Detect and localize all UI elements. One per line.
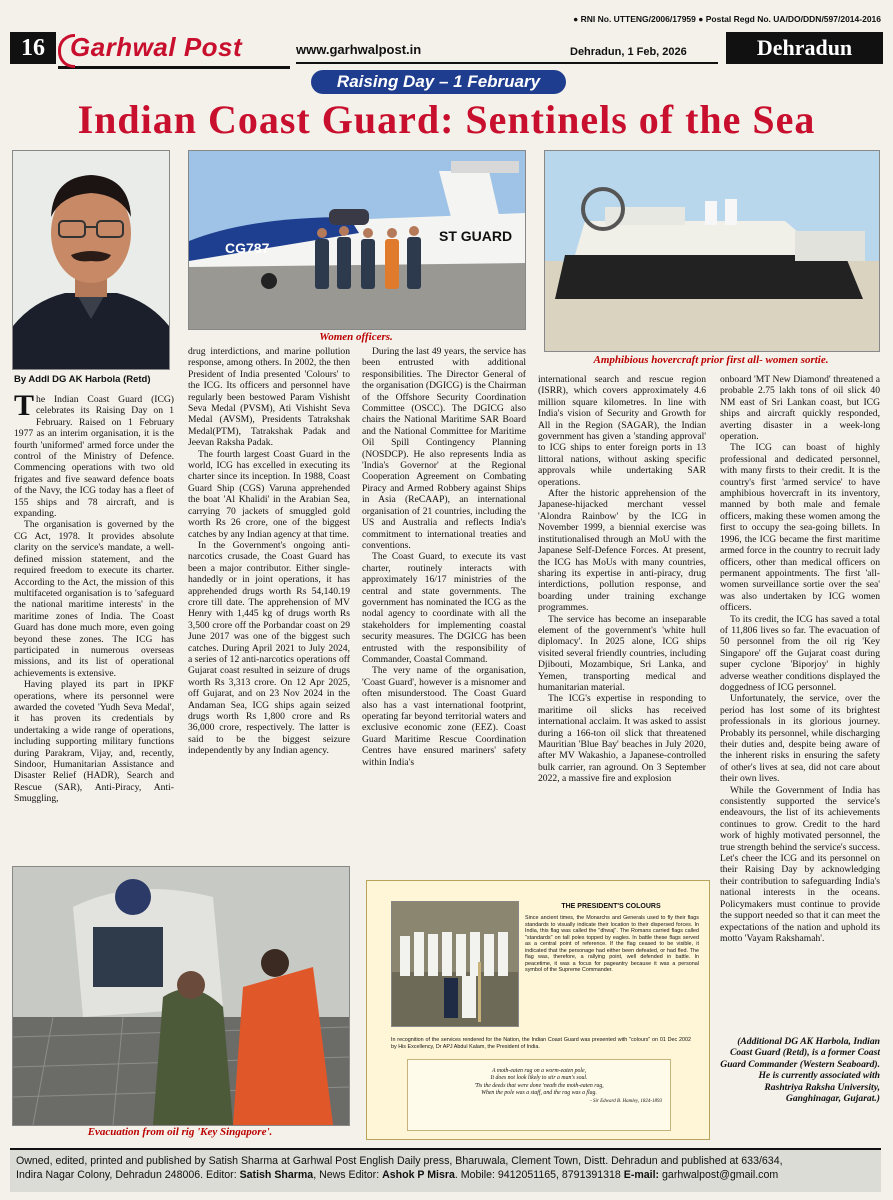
poem-attribution: - Sir Edward B. Hamley, 1824-1893 xyxy=(590,1098,662,1104)
evacuation-caption: Evacuation from oil rig 'Key Singapore'. xyxy=(87,1126,273,1138)
article-paragraph: To its credit, the ICG has saved a total of 11,806 lives so far. The evacuation of 50 personnel from the oil rig 'Key Singapore' off the Gujarat coast during super cyclone 'Biporjoy' in highly adverse weather conditions displayed the doggedness of ICG personnel. xyxy=(720,613,880,693)
headline: Indian Coast Guard: Sentinels of the Sea xyxy=(77,97,816,142)
imprint-footer xyxy=(10,1148,881,1192)
news-editor-name: Ashok P Misra xyxy=(382,1169,455,1181)
website-link[interactable]: www.garhwalpost.in xyxy=(296,42,422,57)
article-paragraph: The organisation is governed by the CG Act, 1978. It provides absolute clarity on the service's mandate, a well-defined mission statement, and the required freedom to execute its charter. According to the Act, the mission of this multifaceted organisation is to 'safeguard the national maritime interests' in the maritime zones of India. The Coast Guard has done much more, even going beyond these zones. The ICG has participated in numerous overseas missions, and its list of operational achievements is extensive. xyxy=(14,519,174,679)
article-column-3 xyxy=(362,346,526,868)
article-paragraph: The Indian Coast Guard (ICG) celebrates its Raising Day on 1 February. Raised on 1 February 1977 as an interim organisation, it is the fourth 'uniformed' armed force under the control of the Ministry of Defence. Commencing operations with two old frigates and five seaward defence boats of the Navy, the ICG today has a fleet of 155 ships and 78 aircraft, and is expanding. xyxy=(14,394,174,520)
women-officers-photo xyxy=(188,150,526,330)
article-paragraph: The Coast Guard, to execute its vast charter, routinely interacts with approximately 16/17 ministries of the central and state governments. The government has nominated the ICG as the nodal agency to coordinate with all the stakeholders for implementing coastal security measures. The DGICG has been entrusted with the responsibility of Commander, Coastal Command. xyxy=(362,551,526,665)
poem-line: 'Tis the deeds that were done 'neath the moth-eaten rag, xyxy=(474,1082,604,1089)
article-column-4 xyxy=(538,374,706,870)
page-number: 16 xyxy=(10,32,56,64)
colours-ceremony-photo xyxy=(391,901,519,1027)
article-paragraph: While the Government of India has consistently supported the service's endeavours, the list of its achievements continues to grow. Credit to the hard work of highly motivated personnel, the true strength behind the service's success. Let's cheer the ICG and its personnel on their Raising Day by acknowledging their contribution to safeguarding India's national interests in the oceans. Policymakers must continue to provide the support needed so that it can meet the expectations of the nation and uphold its motto 'Vayam Rakshamah'. xyxy=(720,784,880,944)
article-paragraph: After the historic apprehension of the Japanese-hijacked merchant vessel 'Alondra Rainbow' by the ICG in November 1999, a biennial exercise was institutionalised through an MoU with the Japanese Self-Defence Forces. At present, the ICG has MoUs with many countries, sharing its expertise in anti-piracy, drug interdictions, pollution response, and boarding under training exchange programmes. xyxy=(538,488,706,614)
masthead xyxy=(10,30,883,66)
presidents-colours-box xyxy=(366,880,710,1140)
hovercraft-caption: Amphibious hovercraft prior first all- women sortie. xyxy=(593,354,829,366)
masthead-rule xyxy=(296,62,718,64)
dropcap: T xyxy=(14,394,35,422)
colours-poem-box xyxy=(407,1059,671,1131)
dateline: Dehradun, 1 Feb, 2026 xyxy=(570,46,687,58)
colours-recognition-text: In recognition of the services rendered for the Nation, the Indian Coast Guard was presented with "colours" on 01 Dec 2002 by His Excellency, Dr APJ Abdul Kalam, the President of India. xyxy=(391,1037,691,1050)
aircraft-marking: ST GUARD xyxy=(439,228,513,244)
edition-city: Dehradun xyxy=(726,32,883,64)
article-paragraph: onboard 'MT New Diamond' threatened a probable 2.75 lakh tons of oil slick 40 NM east of Sri Lankan coast, but ICG ships and aircraft quickly responded, averting disaster in a week-long operation. xyxy=(720,374,880,443)
poem-line: A moth-eaten rag on a worm-eaten pole, xyxy=(491,1068,587,1074)
aircraft-tail-number: CG787 xyxy=(225,240,270,256)
paper-name: Garhwal Post xyxy=(70,32,243,62)
poem-line: When the pole was a staff, and the rag was a flag. xyxy=(481,1090,597,1097)
article-paragraph: The ICG's expertise in responding to maritime oil slicks has received international acclaim. It was asked to assist during a 166-ton oil slick that threatened Mauritian 'Blue Bay' beaches in July 2020, after MV Wakashio, a Japanese-controlled bulk carrier, ran aground. On 3 September 2022, a massive fire and explosion xyxy=(538,693,706,785)
women-officers-caption: Women officers. xyxy=(319,331,393,343)
author-bio: (Additional DG AK Harbola, Indian Coast Guard (Retd), is a former Coast Guard Commander (Western Seaboard). He is currently associated with Rashtriya Raksha University, Ganghinagar, Gujarat.) xyxy=(720,1036,880,1105)
article-column-2 xyxy=(188,346,350,862)
poem-line: It does not look likely to stir a man's soul. xyxy=(490,1075,588,1082)
article-paragraph: The very name of the organisation, 'Coast Guard', however is a misnomer and often misunderstood. The Coast Guard also has a vast international footprint, operating far beyond territorial waters and exclusive economic zone (EEZ). Coast Guard Maritime Rescue Coordination Centres have ensured mariners' safety within India's xyxy=(362,665,526,768)
author-byline: By Addl DG AK Harbola (Retd) xyxy=(14,374,151,385)
article-paragraph: In the Government's ongoing anti-narcotics crusade, the Coast Guard has been a major contributor. Either single-handedly or in joint operations, it has apprehended drugs worth Rs 54,140.19 crore till date. The apprehension of MV Henry with 1,445 kg of drugs worth Rs 3,500 crore off the Porbandar coast on 29 June 2017 was one of the biggest such catches. During April 2021 to July 2024, a series of 12 anti-narcotics operations off Gujarat coast resulted in seizure of drugs worth Rs 3,313 crore. On 12 Apr 2025, off Gujarat, and on 23 Nov 2024 in the Andaman Sea, ICG ships again seized drugs worth Rs 1,800 crore and Rs 36,000 crore, respectively. The latter is said to be the biggest seizure independently by any Indian agency. xyxy=(188,539,350,757)
email-address[interactable]: garhwalpost@gmail.com xyxy=(659,1169,779,1181)
article-paragraph: drug interdictions, and marine pollution response, among others. In 2002, the then President of India presented 'Colours' to the ICG. Its officers and personnel have regularly been bestowed Param Vishisht Seva Medal (PVSM), Ati Vishisht Seva Medal (AVSM), Presidents Tatrakshak Medal(PTM), Tatrakshak Padak and Jeevan Raksha Padak. xyxy=(188,346,350,449)
article-paragraph: The fourth largest Coast Guard in the world, ICG has excelled in executing its charter since its inception. In 1988, Coast Guard Ship (CGS) Varuna apprehended the boat 'Al Khalidi' in the Arabian Sea, carrying 70 jackets of smuggled gold worth Rs 26 crore, one of the biggest catches by any Indian agency at that time. xyxy=(188,448,350,540)
paper-logo xyxy=(58,30,290,69)
article-column-1 xyxy=(14,394,174,862)
author-photo xyxy=(12,150,170,370)
colours-box-text: Since ancient times, the Monarchs and Generals used to fly their flags standards to visually indicate their location to their dispersed forces. In India, this flag was called the "dhwaj". The Romans carried flags called "standards" on tall poles topped by eagles. In battle these flags served as a central point of reference. If the flag ceased to be visible, it indicated that the personage had either been defeated, or had fled. The flag was, therefore, a rallying point, well defended in battle. In peacetime, it was a focus for pageantry because it was a personal symbol of the Supreme Commander. xyxy=(525,915,699,973)
raising-day-banner: Raising Day – 1 February xyxy=(311,70,566,94)
evacuation-photo xyxy=(12,866,350,1126)
article-paragraph: Unfortunately, the service, over the period has lost some of its brightest professionals in its glorious journey. Probably its personnel, while discharging their duties and, despite being aware of the inherent risks in ensuring the safety of other's lives at sea, did not care about their own lives. xyxy=(720,693,880,785)
article-paragraph: international search and rescue region (ISRR), which covers approximately 4.6 million square kilometres. In line with India's vision of Security and Growth for All in the Region (SAGAR), the Indian government has given a 'standing approval' to ICG ships to enter foreign ports in 13 littoral nations, without asking specific approvals while undertaking SAR operations. xyxy=(538,374,706,488)
article-paragraph: The service has become an inseparable element of the government's 'white hull diplomacy'. In 2025 alone, ICG ships visited several friendly countries, including Djibouti, Mozambique, Sri Lanka, and Yemen, transporting medical and humanitarian material. xyxy=(538,613,706,693)
imprint-line-2: Indira Nagar Colony, Dehradun 248006. Editor: Satish Sharma, News Editor: Ashok P Misra. Mobile: 9412051165, 8791391318 E-mail: garhwalpost@gmail.com xyxy=(16,1169,779,1181)
article-paragraph: Having played its part in IPKF operations, where its personnel were awarded the coveted 'Yudh Seva Medal', it has proven its credentials by undertaking a wide range of operations, including supporting military functions during Parakram, Vijay, and, recently, Sindoor, Humanitarian Assistance and Disaster Relief (HADR), Search and Rescue (SAR), Anti-Piracy, Anti-Smuggling, xyxy=(14,679,174,805)
editor-name: Satish Sharma xyxy=(239,1169,314,1181)
article-paragraph: The ICG can boast of highly professional and dedicated personnel, with many firsts to their credit. It is the country's first 'armed service' to have amphibious hovercraft in its inventory, manned by both male and female officers, making these women among the first to occupy the sea-going billets. In 1996, the ICG became the first maritime armed force in the country to recruit lady officers, other than medical officers on permanent appointments. The first 'all-women surveillance sortie over the sea' was also undertaken by ICG women officers. xyxy=(720,442,880,614)
email-label: E-mail: xyxy=(623,1169,660,1181)
hovercraft-photo xyxy=(544,150,880,352)
article-paragraph: During the last 49 years, the service has been entrusted with additional responsibilities. The Director General of the organisation (DGICG) is the Chairman of the Offshore Security Coordination Committee (OSCC). The DGICG also chairs the National Maritime SAR Board and the National Committee for Maritime Oil Spill Contingency Planning (NOSDCP). He also represents India as 'India's Governor' at the Regional Cooperation Agreement on Combating Piracy and Armed Robbery against Ships in Asia (ReCAAP), an international organisation of 21 countries, including the US and Australia and reflects India's commitment to international treaties and conventions. xyxy=(362,346,526,551)
article-column-5 xyxy=(720,374,880,1034)
colours-box-title: THE PRESIDENT'S COLOURS xyxy=(561,903,661,910)
registration-info: ● RNI No. UTTENG/2006/17959 ● Postal Regd No. UA/DO/DDN/597/2014-2016 xyxy=(573,14,881,24)
imprint-line-1: Owned, edited, printed and published by Satish Sharma at Garhwal Post English Daily press, Bharuwala, Clement Town, Distt. Dehradun and published at 633/634, xyxy=(16,1155,783,1167)
